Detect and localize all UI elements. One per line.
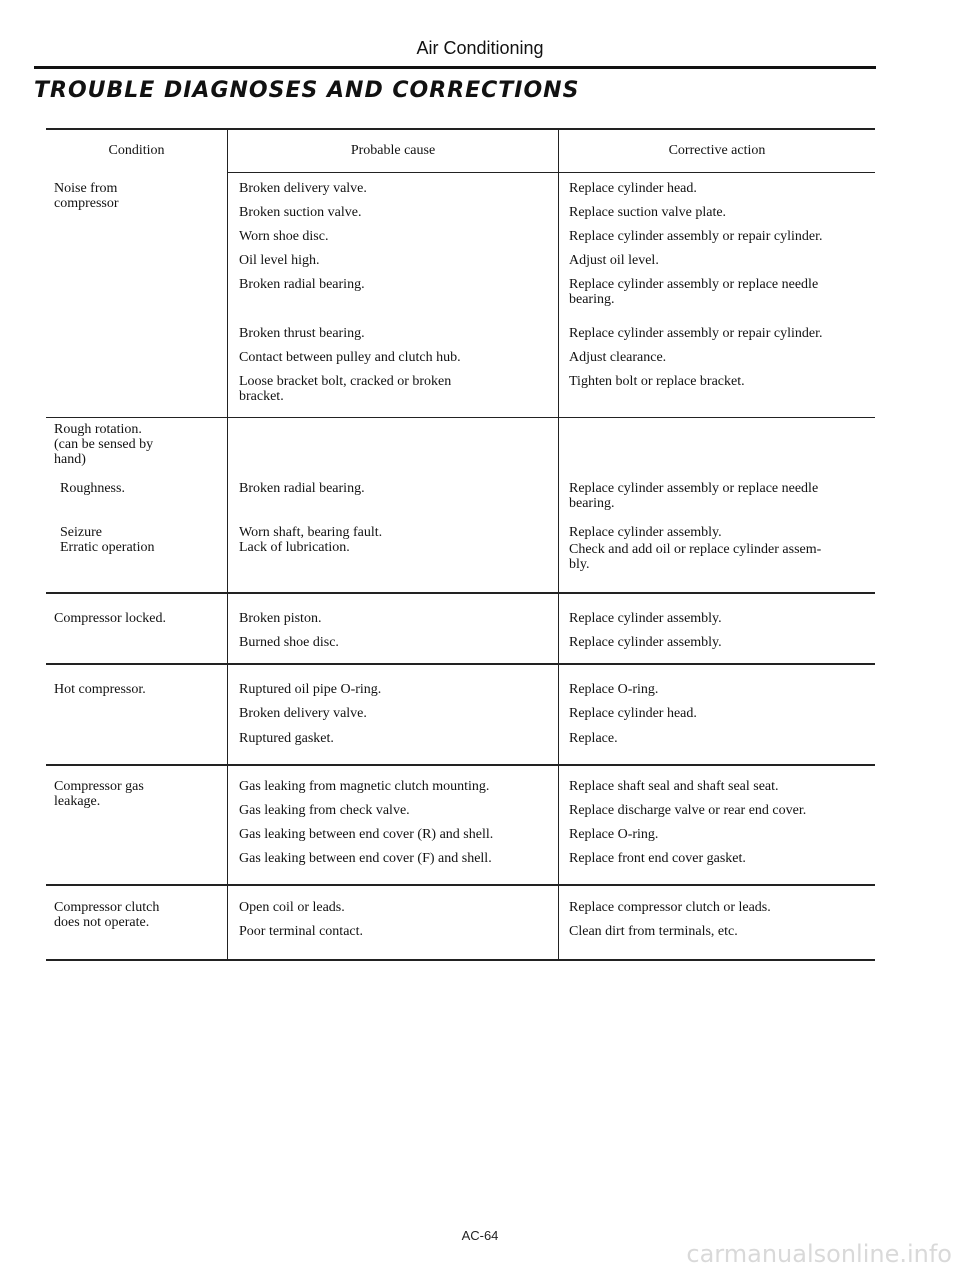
- action-cell: Adjust oil level.: [569, 253, 659, 268]
- column-divider: [227, 128, 228, 961]
- cause-cell: Worn shoe disc.: [239, 229, 329, 244]
- cause-cell: Broken radial bearing.: [239, 481, 365, 496]
- condition-cell: Compressor clutch does not operate.: [54, 900, 160, 930]
- table-bottom-rule: [46, 959, 875, 961]
- action-cell: Replace shaft seal and shaft seal seat.: [569, 779, 779, 794]
- condition-cell: Rough rotation. (can be sensed by hand): [54, 422, 154, 467]
- action-cell: Replace cylinder assembly.: [569, 635, 722, 650]
- cause-cell: Oil level high.: [239, 253, 320, 268]
- cause-cell: Poor terminal contact.: [239, 924, 364, 939]
- row-divider: [46, 592, 875, 594]
- cause-cell: Gas leaking between end cover (R) and shell.: [239, 827, 494, 842]
- action-cell: Replace cylinder assembly or replace needle bearing.: [569, 277, 819, 307]
- cause-cell: Burned shoe disc.: [239, 635, 339, 650]
- action-cell: Replace cylinder assembly or repair cylinder.: [569, 326, 823, 341]
- action-cell: Replace front end cover gasket.: [569, 851, 746, 866]
- watermark: carmanualsonline.info: [686, 1240, 952, 1268]
- action-cell: Replace.: [569, 731, 618, 746]
- condition-cell: Roughness.: [60, 481, 125, 496]
- action-cell: Replace cylinder assembly.: [569, 525, 722, 540]
- cause-cell: Worn shaft, bearing fault. Lack of lubrication.: [239, 525, 383, 555]
- condition-cell: Compressor locked.: [54, 611, 166, 626]
- cause-cell: Contact between pulley and clutch hub.: [239, 350, 461, 365]
- action-cell: Replace cylinder head.: [569, 706, 697, 721]
- action-cell: Clean dirt from terminals, etc.: [569, 924, 738, 939]
- cause-cell: Broken piston.: [239, 611, 322, 626]
- cause-cell: Broken radial bearing.: [239, 277, 365, 292]
- cause-cell: Broken delivery valve.: [239, 706, 367, 721]
- cause-cell: Gas leaking from check valve.: [239, 803, 410, 818]
- condition-cell: Noise from compressor: [54, 181, 119, 211]
- page-title: TROUBLE DIAGNOSES AND CORRECTIONS: [34, 78, 580, 103]
- cause-cell: Broken suction valve.: [239, 205, 362, 220]
- cause-cell: Ruptured gasket.: [239, 731, 334, 746]
- action-cell: Replace compressor clutch or leads.: [569, 900, 771, 915]
- table-top-rule: [46, 128, 875, 130]
- cause-cell: Broken delivery valve.: [239, 181, 367, 196]
- action-cell: Replace cylinder head.: [569, 181, 697, 196]
- page-number: AC-64: [461, 1228, 499, 1243]
- action-cell: Replace suction valve plate.: [569, 205, 727, 220]
- action-cell: Replace cylinder assembly or repair cylinder.: [569, 229, 823, 244]
- cause-cell: Loose bracket bolt, cracked or broken bracket.: [239, 374, 452, 404]
- section-header: Air Conditioning: [416, 38, 544, 58]
- condition-cell: Hot compressor.: [54, 682, 146, 697]
- header-rule: [34, 66, 876, 69]
- action-cell: Replace O-ring.: [569, 827, 659, 842]
- column-header-corrective-action: Corrective action: [668, 143, 766, 158]
- cause-cell: Broken thrust bearing.: [239, 326, 365, 341]
- condition-cell: Seizure Erratic operation: [60, 525, 155, 555]
- cause-cell: Gas leaking between end cover (F) and shell.: [239, 851, 492, 866]
- row-divider: [46, 764, 875, 766]
- condition-cell: Compressor gas leakage.: [54, 779, 144, 809]
- cause-cell: Open coil or leads.: [239, 900, 345, 915]
- cause-cell: Gas leaking from magnetic clutch mounting.: [239, 779, 490, 794]
- action-cell: Check and add oil or replace cylinder assem- bly.: [569, 542, 822, 572]
- action-cell: Tighten bolt or replace bracket.: [569, 374, 745, 389]
- action-cell: Replace cylinder assembly.: [569, 611, 722, 626]
- action-cell: Replace cylinder assembly or replace needle bearing.: [569, 481, 819, 511]
- row-divider: [46, 663, 875, 665]
- column-header-probable-cause: Probable cause: [350, 143, 436, 158]
- action-cell: Replace discharge valve or rear end cover.: [569, 803, 807, 818]
- column-divider: [558, 128, 559, 961]
- action-cell: Replace O-ring.: [569, 682, 659, 697]
- row-divider: [46, 884, 875, 886]
- row-divider: [46, 417, 875, 418]
- header-bottom-rule: [227, 172, 875, 173]
- action-cell: Adjust clearance.: [569, 350, 667, 365]
- column-header-condition: Condition: [108, 143, 165, 158]
- cause-cell: Ruptured oil pipe O-ring.: [239, 682, 382, 697]
